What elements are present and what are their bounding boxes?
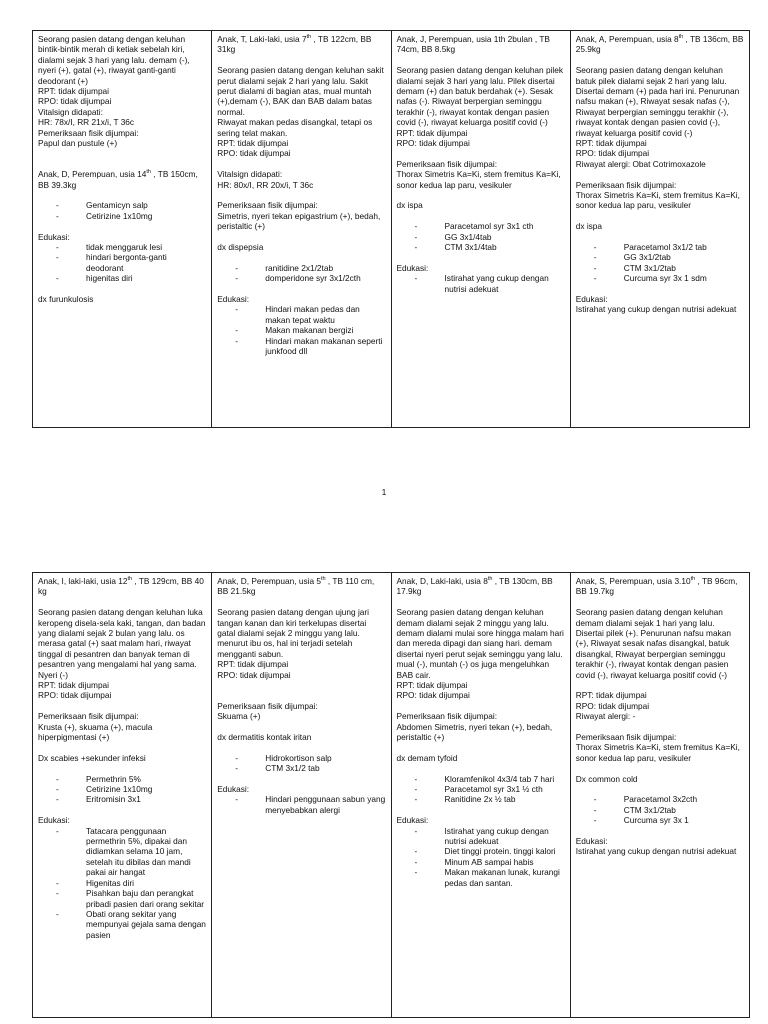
text-line: Riwayat alergi: - <box>575 711 636 722</box>
text-line: RPT: tidak dijumpai <box>38 680 110 691</box>
text-line: Seorang pasien datang dengan keluhan batuk pilek dialami sejak 2 hari yang lalu. Disertai demam (+) pada hari ini. Penurunan nafsu makan (+), Riwayat sesak nafas (-), Riwayat berpergian seminggu terakhir (-), riwayat kontak dengan pasien covid (-), riwayat keluarga positif covid (-) <box>575 65 740 138</box>
dash-list <box>217 304 385 356</box>
text-line: Edukasi: <box>575 294 608 305</box>
text-line: Anak, D, Perempuan, usia 14th , TB 150cm, BB 39.3kg <box>38 169 198 190</box>
list-item: - Makan makanan lunak, kurangi pedas dan santan. <box>397 867 565 888</box>
text-line: Thorax Simetris Ka=Ki, stem fremitus Ka=Ki, sonor kedua lap paru, vesikuler <box>396 169 561 190</box>
dash-list <box>217 794 385 815</box>
case-cell <box>212 573 391 1018</box>
spacer <box>217 597 385 607</box>
text-line: Seorang pasien datang dengan keluhan pilek dialami sejak 3 hari yang lalu. Pilek disertai demam (+) dan batuk berdahak (+). Sesak nafas (-). Riwayat berpergian seminggu terakhir (-), riwayat kontak dengan pasien covid (-), riwayat keluarga positif covid (-) <box>396 65 564 128</box>
text-line: dx dispepsia <box>217 242 264 253</box>
spacer <box>217 232 385 242</box>
text-line: dx ispa <box>575 221 603 232</box>
list-item: - Paracetamol 3x2cth <box>576 794 744 804</box>
list-item: - Ranitidine 2x ½ tab <box>397 794 565 804</box>
dash-list <box>217 263 385 284</box>
list-item: - Paracetamol 3x1/2 tab <box>576 242 744 252</box>
text-line: Pemeriksaan fisik dijumpai: <box>396 711 498 722</box>
spacer <box>217 159 385 169</box>
list-item: - CTM 3x1/2 tab <box>217 763 385 773</box>
text-line: RPT: tidak dijumpai <box>575 138 647 149</box>
text-line: Riwayat alergi: Obat Cotrimoxazole <box>575 158 706 169</box>
spacer <box>576 763 744 773</box>
case-table-top <box>32 30 750 428</box>
text-line: Pemeriksaan fisik dijumpai: <box>396 158 498 169</box>
dash-list <box>397 774 565 805</box>
list-item: - Tatacara penggunaan permethrin 5%, dipakai dan didiamkan selama 10 jam, setelah itu dibilas dan mandi pakai air hangat <box>38 826 206 878</box>
list-item: - tidak menggaruk lesi <box>38 242 206 252</box>
case-cell <box>570 573 749 1018</box>
text-line: Pemeriksaan fisik dijumpai: <box>38 711 139 722</box>
list-item: - Hindari makan makanan seperti junkfood dll <box>217 336 385 357</box>
text-line: Anak, J, Perempuan, usia 1th 2bulan , TB 74cm, BB 8.5kg <box>396 34 550 55</box>
text-line: Seorang pasien datang dengan keluhan demam dialami sejak 1 hari yang lalu. Disertai pilek (+). Penurunan nafsu makan (+), Riwayat sesak nafas disangkal, batuk disangkal, Riwayat berpergian seminggu terakhir (-), riwayat kontak dengan pasien covid (-), riwayat keluarga positif covid (-) <box>575 607 731 680</box>
text-line: Anak, D, Laki-laki, usia 8th , TB 130cm, BB 17.9kg <box>396 576 553 597</box>
text-line: Riwayat makan pedas disangkal, tetapi os sering telat makan. <box>217 117 373 138</box>
text-line: Pemeriksaan fisik dijumpai: <box>575 732 677 743</box>
dash-list <box>217 753 385 774</box>
dash-list <box>397 273 565 294</box>
spacer <box>576 211 744 221</box>
text-line: dx ispa <box>396 200 423 211</box>
text-line: Dx scabies +sekunder infeksi <box>38 752 146 763</box>
table-row <box>33 31 750 428</box>
list-item: - Hindari makan pedas dan makan tepat waktu <box>217 304 385 325</box>
text-line: Edukasi: <box>575 836 608 847</box>
text-line: Edukasi: <box>396 262 429 273</box>
case-cell <box>391 573 570 1018</box>
spacer <box>217 742 385 752</box>
text-line: Thorax Simetris Ka=Ki, stem fremitus Ka=Ki, sonor kedua lap paru, vesikuler <box>575 742 740 763</box>
list-item: - Istirahat yang cukup dengan nutrisi adekuat <box>397 273 565 294</box>
text-line: Seorang pasien datang dengan ujung jari tangan kanan dan kiri terkelupas disertai gatal dialami sejak 2 minggu yang lalu. menurut ibu os, hal ini terjadi setelah mengganti sabun. <box>217 607 370 659</box>
spacer <box>397 148 565 158</box>
spacer <box>397 597 565 607</box>
list-item: - GG 3x1/4tab <box>397 232 565 242</box>
list-item: - Istirahat yang cukup dengan nutrisi adekuat <box>397 826 565 847</box>
dash-list <box>397 221 565 252</box>
text-line: RPT: tidak dijumpai <box>217 138 289 149</box>
text-line: dx furunkulosis <box>38 294 94 305</box>
spacer <box>397 701 565 711</box>
spacer <box>397 763 565 773</box>
text-line: Skuama (+) <box>217 711 261 722</box>
spacer <box>576 784 744 794</box>
text-line: Seorang pasien datang dengan keluhan demam dialami sejak 2 minggu yang lalu. demam dialami mulai sore hingga malam hari dan mereda dipagi dan siang hari. demam disertai nyeri perut sejak seminggu yang lalu. mual (-), muntah (-) os juga mengeluhkan BAB cair. <box>396 607 564 680</box>
list-item: - Permethrin 5% <box>38 774 206 784</box>
text-line: RPO: tidak dijumpai <box>396 690 470 701</box>
case-cell <box>212 31 391 428</box>
text-line: RPO: tidak dijumpai <box>396 138 470 149</box>
text-line: Istirahat yang cukup dengan nutrisi adekuat <box>575 304 737 315</box>
text-line: HR: 80x/I, RR 20x/i, T 36c <box>217 179 314 190</box>
list-item: - Curcuma syr 3x 1 sdm <box>576 273 744 283</box>
list-item: - Obati orang sekitar yang mempunyai gejala sama dengan pasien <box>38 909 206 940</box>
list-item: - Cetirizine 1x10mg <box>38 211 206 221</box>
spacer <box>217 680 385 701</box>
text-line: RPO: tidak dijumpai <box>38 690 112 701</box>
page-number: 1 <box>381 487 387 497</box>
spacer <box>217 722 385 732</box>
case-table-bottom <box>32 572 750 1018</box>
list-item: - hindari bergonta-ganti deodorant <box>38 252 206 273</box>
list-item: - Pisahkan baju dan perangkat pribadi pasien dari orang sekitar <box>38 888 206 909</box>
spacer <box>576 722 744 732</box>
list-item: - domperidone syr 3x1/2cth <box>217 273 385 283</box>
list-item: - Higenitas diri <box>38 878 206 888</box>
spacer <box>397 211 565 221</box>
text-line: Anak, T, Laki-laki, usia 7th , TB 122cm, BB 31kg <box>217 34 372 55</box>
spacer <box>397 55 565 65</box>
text-line: HR: 78x/I, RR 21x/i, T 36c <box>38 117 135 128</box>
list-item: - Cetirizine 1x10mg <box>38 784 206 794</box>
text-line: Anak, A, Perempuan, usia 8th , TB 136cm, BB 25.9kg <box>575 34 744 55</box>
text-line: Seorang pasien datang dengan keluhan bintik-bintik merah di ketiak sebelah kiri, dialami sejak 3 hari yang lalu. demam (-), nyeri (+), gatal (+), riwayat ganti-ganti deodorant (+) <box>38 34 190 86</box>
list-item: - Minum AB sampai habis <box>397 857 565 867</box>
text-line: RPO: tidak dijumpai <box>575 700 650 711</box>
spacer <box>397 742 565 752</box>
spacer <box>576 597 744 607</box>
list-item: - GG 3x1/2tab <box>576 252 744 262</box>
text-line: dx dermatitis kontak iritan <box>217 732 312 743</box>
text-line: dx demam tyfoid <box>396 752 458 763</box>
dash-list <box>38 826 206 940</box>
spacer <box>217 252 385 262</box>
case-cell <box>391 31 570 428</box>
spacer <box>38 763 206 773</box>
spacer <box>38 597 206 607</box>
spacer <box>38 148 206 169</box>
list-item: - Curcuma syr 3x 1 <box>576 815 744 825</box>
dash-list <box>38 242 206 284</box>
dash-list <box>38 774 206 805</box>
text-line: RPO: tidak dijumpai <box>575 148 650 159</box>
list-item: - ranitidine 2x1/2tab <box>217 263 385 273</box>
text-line: Edukasi: <box>217 784 250 795</box>
text-line: RPT: tidak dijumpai <box>396 127 468 138</box>
text-line: Edukasi: <box>217 294 250 305</box>
text-line: Edukasi: <box>38 231 70 242</box>
text-line: Vitalsign didapati: <box>217 169 283 180</box>
text-line: Krusta (+), skuama (+), macula hiperpigmentasi (+) <box>38 721 153 743</box>
list-item: - Hidrokortison salp <box>217 753 385 763</box>
text-line: Edukasi: <box>38 815 70 826</box>
case-cell <box>33 31 212 428</box>
text-line: Vitalsign didapati: <box>38 106 103 117</box>
text-line: Anak, I, laki-laki, usia 12th , TB 129cm, BB 40 kg <box>38 576 204 597</box>
spacer <box>38 284 206 294</box>
dash-list <box>576 242 744 284</box>
spacer <box>217 55 385 65</box>
text-line: Anak, D, Perempuan, usia 5th , TB 110 cm, BB 21.5kg <box>217 576 375 597</box>
case-cell <box>33 573 212 1018</box>
text-line: Dx common cold <box>575 773 638 784</box>
text-line: Pemeriksaan fisik dijumpai: <box>38 127 139 138</box>
spacer <box>38 190 206 200</box>
text-line: RPO: tidak dijumpai <box>217 148 291 159</box>
spacer <box>576 55 744 65</box>
text-line: RPO: tidak dijumpai <box>217 669 291 680</box>
spacer <box>217 190 385 200</box>
list-item: - Makan makanan bergizi <box>217 325 385 335</box>
spacer <box>38 221 206 231</box>
list-item: - Kloramfenikol 4x3/4 tab 7 hari <box>397 774 565 784</box>
list-item: - higenitas diri <box>38 273 206 283</box>
text-line: Abdomen Simetris, nyeri tekan (+), bedah, peristaltic (+) <box>396 721 553 743</box>
spacer <box>576 826 744 836</box>
dash-list <box>38 200 206 221</box>
text-line: Istirahat yang cukup dengan nutrisi adekuat <box>575 846 737 857</box>
case-cell <box>570 31 749 428</box>
spacer <box>38 805 206 815</box>
text-line: RPT: tidak dijumpai <box>396 680 468 691</box>
list-item: - CTM 3x1/2tab <box>576 805 744 815</box>
spacer <box>397 805 565 815</box>
spacer <box>576 169 744 179</box>
dash-list <box>576 794 744 825</box>
spacer <box>397 190 565 200</box>
dash-list <box>397 826 565 888</box>
text-line: Seorang pasien datang dengan keluhan sakit perut dialami sejak 2 hari yang lalu. Sakit perut dialami di bagian atas, mual muntah (+),demam (-), BAK dan BAB dalam batas normal. <box>217 65 384 117</box>
list-item: - Paracetamol syr 3x1 cth <box>397 221 565 231</box>
spacer <box>576 232 744 242</box>
list-item: - Hindari penggunaan sabun yang menyebabkan alergi <box>217 794 385 815</box>
text-line: Pemeriksaan fisik dijumpai: <box>217 700 318 711</box>
spacer <box>38 701 206 711</box>
spacer <box>38 742 206 752</box>
text-line: Papul dan pustule (+) <box>38 138 118 149</box>
spacer <box>576 680 744 690</box>
list-item: - Eritromisin 3x1 <box>38 794 206 804</box>
list-item: - Paracetamol syr 3x1 ½ cth <box>397 784 565 794</box>
text-line: Simetris, nyeri tekan epigastrium (+), bedah, peristaltic (+) <box>217 210 381 232</box>
text-line: Thorax Simetris Ka=Ki, stem fremitus Ka=Ki, sonor kedua lap paru, vesikuler <box>575 190 740 211</box>
spacer <box>576 284 744 294</box>
text-line: Anak, S, Perempuan, usia 3.10th , TB 96cm, BB 19.7kg <box>575 576 738 597</box>
table-row <box>33 573 750 1018</box>
text-line: Pemeriksaan fisik dijumpai: <box>217 200 318 211</box>
spacer <box>397 252 565 262</box>
text-line: Edukasi: <box>396 815 429 826</box>
text-line: Seorang pasien datang dengan keluhan luka keropeng disela-sela kaki, tangan, dan badan yang dialami sejak 2 bulan yang lalu. os merasa gatal (+) saat malam hari, riwayat tinggal di pesantren dan banyak teman di pesantren yang mengalami hal yang sama. Nyeri (-) <box>38 607 206 680</box>
text-line: RPT: tidak dijumpai <box>575 690 647 701</box>
spacer <box>217 774 385 784</box>
list-item: - Diet tinggi protein. tinggi kalori <box>397 846 565 856</box>
list-item: - CTM 3x1/2tab <box>576 263 744 273</box>
list-item: - Gentamicyn salp <box>38 200 206 210</box>
spacer <box>217 284 385 294</box>
text-line: Pemeriksaan fisik dijumpai: <box>575 179 677 190</box>
text-line: RPT: tidak dijumpai <box>38 86 110 97</box>
list-item: - CTM 3x1/4tab <box>397 242 565 252</box>
text-line: RPO: tidak dijumpai <box>38 96 112 107</box>
text-line: RPT: tidak dijumpai <box>217 659 289 670</box>
